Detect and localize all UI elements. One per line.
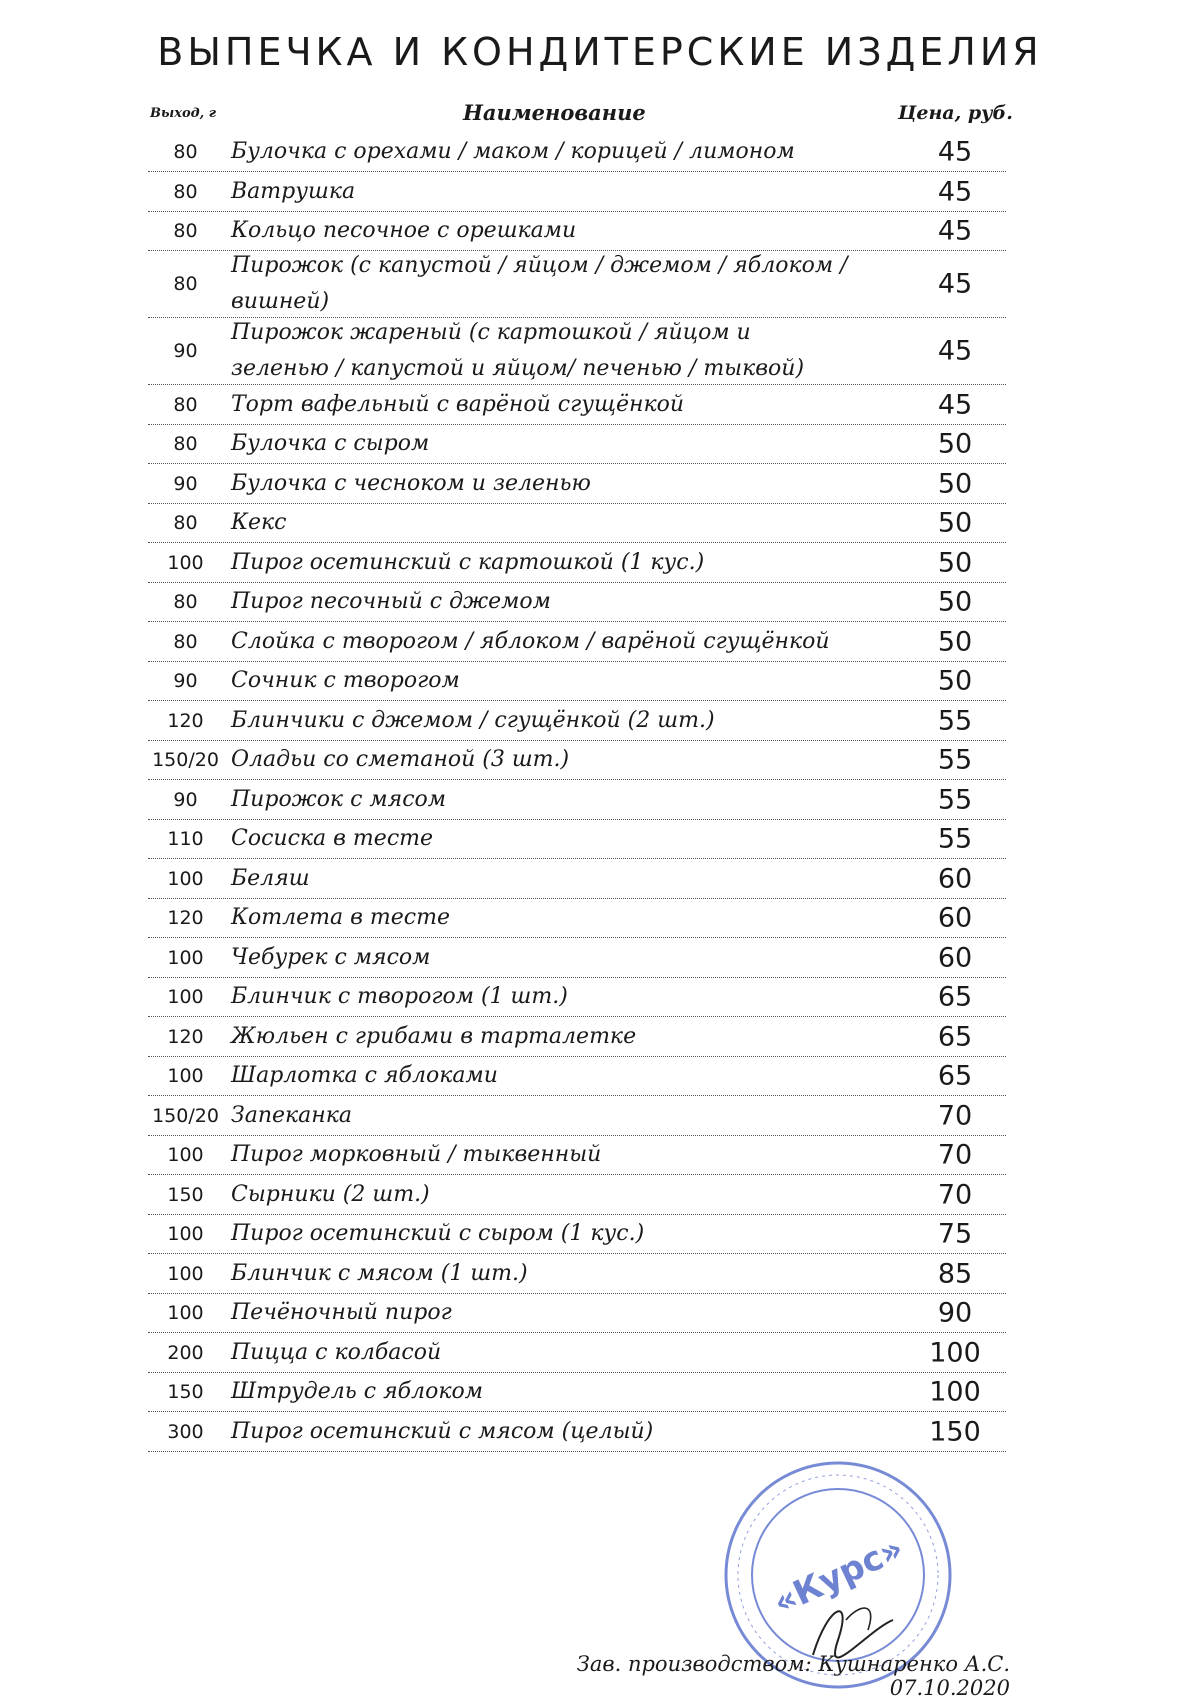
item-price: 55 xyxy=(937,784,973,815)
item-yield: 90 xyxy=(173,788,198,811)
item-price: 55 xyxy=(937,705,973,736)
item-name: Пирог песочный с джемом xyxy=(231,589,551,614)
item-price: 50 xyxy=(937,665,973,697)
item-yield: 80 xyxy=(173,141,198,163)
item-yield: 150/20 xyxy=(152,749,219,771)
item-price: 45 xyxy=(937,268,973,300)
item-price: 50 xyxy=(937,468,973,499)
item-yield: 80 xyxy=(173,512,198,534)
item-yield: 120 xyxy=(167,709,204,732)
menu-row xyxy=(148,780,1006,820)
item-yield: 200 xyxy=(167,1341,204,1364)
item-price: 75 xyxy=(937,1218,973,1250)
item-name: Шарлотка с яблоками xyxy=(231,1063,498,1088)
item-name: Сырники (2 шт.) xyxy=(231,1181,430,1207)
item-name: Блинчики с джемом / сгущёнкой (2 шт.) xyxy=(231,707,715,733)
menu-row xyxy=(148,1412,1006,1452)
item-price: 45 xyxy=(937,176,973,207)
item-price: 60 xyxy=(937,942,973,973)
menu-row xyxy=(148,318,1006,385)
signature-line: Зав. производством: Кушнаренко А.С. 07.10.2020 xyxy=(576,1652,1010,1700)
item-yield: 100 xyxy=(167,867,204,890)
menu-row xyxy=(148,1096,1006,1136)
item-name: Пирожок жареный (с картошкой / яйцом и зеленью / капустой и яйцом/ печенью / тыквой) xyxy=(231,320,805,381)
menu-row xyxy=(148,1175,1006,1215)
item-price: 55 xyxy=(937,744,973,776)
item-price: 90 xyxy=(937,1297,973,1329)
menu-row xyxy=(148,212,1006,251)
item-yield: 150 xyxy=(167,1183,204,1206)
item-price: 85 xyxy=(937,1258,973,1289)
item-yield: 120 xyxy=(167,1025,204,1048)
item-yield: 80 xyxy=(173,393,198,416)
item-yield: 150 xyxy=(167,1381,204,1403)
item-yield: 80 xyxy=(173,180,198,203)
item-price: 45 xyxy=(937,389,973,420)
item-name: Печёночный пирог xyxy=(231,1300,452,1325)
menu-row xyxy=(148,543,1006,583)
item-price: 65 xyxy=(937,1021,973,1052)
item-price: 100 xyxy=(929,1337,981,1368)
item-price: 70 xyxy=(937,1139,973,1171)
item-yield: 90 xyxy=(173,340,198,362)
item-yield: 100 xyxy=(167,1144,204,1166)
item-name: Пирожок (с капустой / яйцом / джемом / яблоком / вишней) xyxy=(231,253,848,314)
item-yield: 110 xyxy=(167,828,204,850)
menu-row xyxy=(148,385,1006,425)
item-price: 45 xyxy=(937,136,973,168)
item-name: Слойка с творогом / яблоком / варёной сгущёнкой xyxy=(231,628,830,654)
item-name: Чебурек с мясом xyxy=(231,944,431,970)
item-price: 50 xyxy=(937,428,973,460)
item-price: 150 xyxy=(929,1416,981,1447)
item-name: Пирожок с мясом xyxy=(231,786,446,812)
item-name: Пирог осетинский с сыром (1 кус.) xyxy=(231,1221,645,1246)
item-yield: 90 xyxy=(173,670,198,692)
menu-row xyxy=(148,662,1006,701)
column-header-price: Цена, руб. xyxy=(898,102,1013,124)
menu-row xyxy=(148,701,1006,741)
menu-row xyxy=(148,820,1006,859)
menu-row xyxy=(148,1333,1006,1373)
menu-row xyxy=(148,741,1006,780)
item-name: Штрудель с яблоком xyxy=(231,1379,483,1404)
menu-row xyxy=(148,133,1006,172)
column-header-yield: Выход, г xyxy=(150,106,217,121)
item-yield: 80 xyxy=(173,433,198,455)
item-yield: 150/20 xyxy=(152,1104,219,1127)
item-name: Булочка с орехами / маком / корицей / лимоном xyxy=(231,139,795,164)
item-name: Блинчик с творогом (1 шт.) xyxy=(231,984,568,1009)
item-name: Сочник с творогом xyxy=(231,668,460,693)
item-price: 45 xyxy=(937,335,973,367)
item-name: Кольцо песочное с орешками xyxy=(231,218,577,243)
item-yield: 80 xyxy=(173,273,198,295)
item-yield: 80 xyxy=(173,630,198,653)
menu-row xyxy=(148,622,1006,662)
item-name: Пирог осетинский с мясом (целый) xyxy=(231,1418,654,1444)
item-price: 100 xyxy=(929,1376,981,1408)
item-price: 55 xyxy=(937,823,973,855)
page-title: ВЫПЕЧКА И КОНДИТЕРСКИЕ ИЗДЕЛИЯ xyxy=(157,30,1043,74)
item-name: Пицца с колбасой xyxy=(231,1339,442,1365)
menu-row xyxy=(148,859,1006,899)
item-name: Ватрушка xyxy=(231,178,356,204)
menu-row xyxy=(148,1373,1006,1412)
item-price: 50 xyxy=(937,626,973,657)
item-name: Торт вафельный с варёной сгущёнкой xyxy=(231,391,685,417)
menu-row xyxy=(148,504,1006,543)
menu-row xyxy=(148,1057,1006,1096)
item-yield: 100 xyxy=(167,1302,204,1324)
item-yield: 100 xyxy=(167,551,204,574)
item-price: 60 xyxy=(937,902,973,934)
item-name: Булочка с чесноком и зеленью xyxy=(231,470,591,496)
item-name: Жюльен с грибами в тарталетке xyxy=(231,1023,637,1049)
item-price: 60 xyxy=(937,863,973,894)
menu-row xyxy=(148,1215,1006,1254)
item-yield: 100 xyxy=(167,1223,204,1245)
item-price: 50 xyxy=(937,547,973,578)
item-name: Оладьи со сметаной (3 шт.) xyxy=(231,747,570,772)
menu-row xyxy=(148,425,1006,464)
stamp-text: «Курс» xyxy=(767,1528,910,1624)
item-yield: 300 xyxy=(167,1420,204,1443)
item-name: Блинчик с мясом (1 шт.) xyxy=(231,1260,528,1286)
item-price: 65 xyxy=(937,981,973,1013)
item-yield: 100 xyxy=(167,1262,204,1285)
item-yield: 80 xyxy=(173,591,198,613)
menu-row xyxy=(148,583,1006,622)
item-name: Пирог морковный / тыквенный xyxy=(231,1142,602,1167)
menu-row xyxy=(148,251,1006,318)
item-yield: 120 xyxy=(167,907,204,929)
menu-row xyxy=(148,899,1006,938)
item-yield: 80 xyxy=(173,220,198,242)
menu-row xyxy=(148,172,1006,212)
menu-row xyxy=(148,978,1006,1017)
item-yield: 100 xyxy=(167,946,204,969)
item-price: 45 xyxy=(937,215,973,247)
item-yield: 100 xyxy=(167,986,204,1008)
item-price: 70 xyxy=(937,1100,973,1131)
item-name: Запеканка xyxy=(231,1102,353,1128)
item-price: 70 xyxy=(937,1179,973,1210)
item-yield: 90 xyxy=(173,472,198,495)
column-header-name: Наименование xyxy=(463,100,646,125)
menu-row xyxy=(148,1294,1006,1333)
item-name: Сосиска в тесте xyxy=(231,826,434,851)
item-yield: 100 xyxy=(167,1065,204,1087)
menu-row xyxy=(148,464,1006,504)
menu-row xyxy=(148,1136,1006,1175)
item-name: Булочка с сыром xyxy=(231,431,430,456)
menu-row xyxy=(148,1254,1006,1294)
menu-row xyxy=(148,938,1006,978)
item-name: Котлета в тесте xyxy=(231,905,451,930)
item-name: Беляш xyxy=(231,865,310,891)
menu-row xyxy=(148,1017,1006,1057)
item-price: 50 xyxy=(937,507,973,539)
item-price: 65 xyxy=(937,1060,973,1092)
item-price: 50 xyxy=(937,586,973,618)
menu-table xyxy=(148,133,1006,1452)
item-name: Пирог осетинский с картошкой (1 кус.) xyxy=(231,549,705,575)
item-name: Кекс xyxy=(231,510,287,535)
